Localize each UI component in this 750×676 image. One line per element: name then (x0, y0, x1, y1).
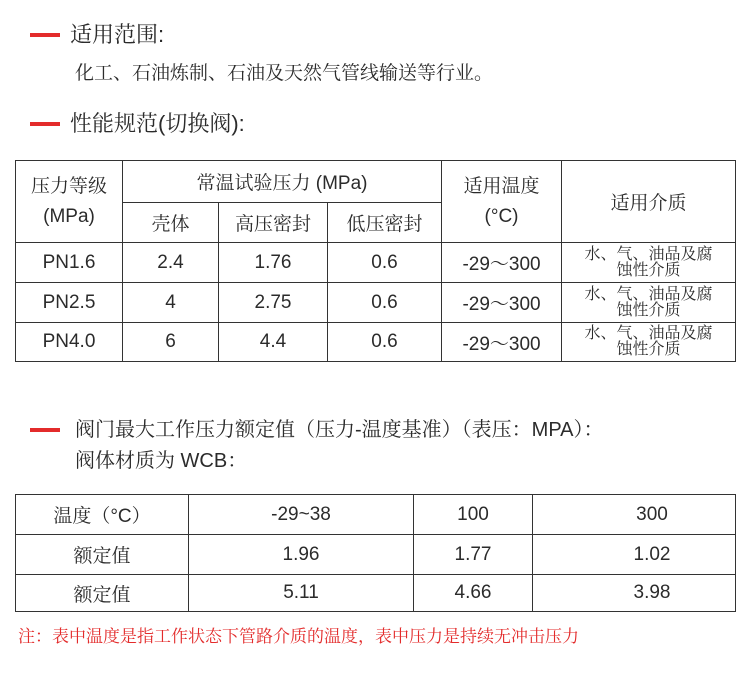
cell-value (533, 495, 736, 535)
cell-value-text: 300 (636, 503, 668, 525)
rating-heading (30, 415, 735, 477)
cell-medium (562, 323, 736, 362)
cell-row-label: 额定值 (16, 575, 189, 612)
cell-low-seal-pressure: 0.6 (328, 283, 442, 323)
table-row (16, 323, 736, 362)
cell-pressure-class: PN1.6 (16, 243, 123, 283)
header-medium: 适用介质 (562, 161, 736, 243)
cell-medium-text: 水、气、油品及腐蚀性介质 (584, 245, 713, 279)
performance-table (15, 160, 736, 362)
cell-high-seal-pressure: 2.75 (219, 283, 328, 323)
cell-shell-pressure: 4 (123, 283, 219, 323)
cell-value: 1.96 (189, 535, 414, 575)
header-low-seal: 低压密封 (328, 203, 442, 243)
rating-title-line: 阀门最大工作压力额定值（压力-温度基准）（表压：MPA）： (75, 419, 604, 441)
rating-row-temperature (16, 495, 736, 535)
rating-table (15, 494, 736, 612)
cell-low-seal-pressure: 0.6 (328, 243, 442, 283)
cell-value: 1.77 (414, 535, 533, 575)
cell-high-seal-pressure: 4.4 (219, 323, 328, 362)
header-temperature-unit: (°C) (484, 205, 519, 227)
cell-medium-text: 水、气、油品及腐蚀性介质 (584, 325, 713, 358)
red-dash-marker (30, 122, 60, 126)
scope-heading (30, 21, 735, 49)
cell-value-text: 3.98 (633, 582, 671, 603)
cell-row-label: 额定值 (16, 535, 189, 575)
cell-temperature-range: -29～300 (442, 323, 562, 362)
rating-row-value (16, 535, 736, 575)
table-row (16, 283, 736, 323)
red-dash-marker (30, 428, 60, 432)
red-dash-marker (30, 33, 60, 37)
cell-medium (562, 283, 736, 323)
rating-title (75, 415, 735, 477)
cell-high-seal-pressure: 1.76 (219, 243, 328, 283)
rating-material-line: 阀体材质为 WCB： (75, 450, 248, 472)
header-pressure-class-label: 压力等级 (30, 175, 107, 197)
cell-temperature-range: -29～300 (442, 283, 562, 323)
scope-text: 化工、石油炼制、石油及天然气管线输送等行业。 (75, 63, 494, 84)
performance-heading (30, 110, 735, 138)
performance-title: 性能规范(切换阀): (70, 111, 245, 136)
header-temperature-label: 适用温度 (463, 175, 540, 197)
cell-medium (562, 243, 736, 283)
cell-value: 100 (414, 495, 533, 535)
cell-temperature-range: -29～300 (442, 243, 562, 283)
cell-shell-pressure: 2.4 (123, 243, 219, 283)
cell-row-label: 温度（°C） (16, 495, 189, 535)
cell-value: -29~38 (189, 495, 414, 535)
cell-medium-text: 水、气、油品及腐蚀性介质 (584, 285, 713, 319)
footnote: 注：表中温度是指工作状态下管路介质的温度，表中压力是持续无冲击压力 (18, 627, 579, 646)
table-row (16, 243, 736, 283)
rating-row-value (16, 575, 736, 612)
header-temperature (442, 161, 562, 243)
cell-low-seal-pressure: 0.6 (328, 323, 442, 362)
cell-pressure-class: PN2.5 (16, 283, 123, 323)
cell-value-text: 1.02 (633, 543, 671, 565)
cell-pressure-class: PN4.0 (16, 323, 123, 362)
header-high-seal: 高压密封 (219, 203, 328, 243)
cell-shell-pressure: 6 (123, 323, 219, 362)
scope-title: 适用范围: (70, 22, 165, 47)
header-test-pressure: 常温试验压力 (MPa) (123, 161, 442, 203)
header-shell: 壳体 (123, 203, 219, 243)
cell-value (533, 535, 736, 575)
header-pressure-class (16, 161, 123, 243)
header-pressure-class-unit: (MPa) (43, 205, 95, 227)
cell-value: 4.66 (414, 575, 533, 612)
cell-value: 5.11 (189, 575, 414, 612)
table-header-row (16, 161, 736, 203)
cell-value (533, 575, 736, 612)
